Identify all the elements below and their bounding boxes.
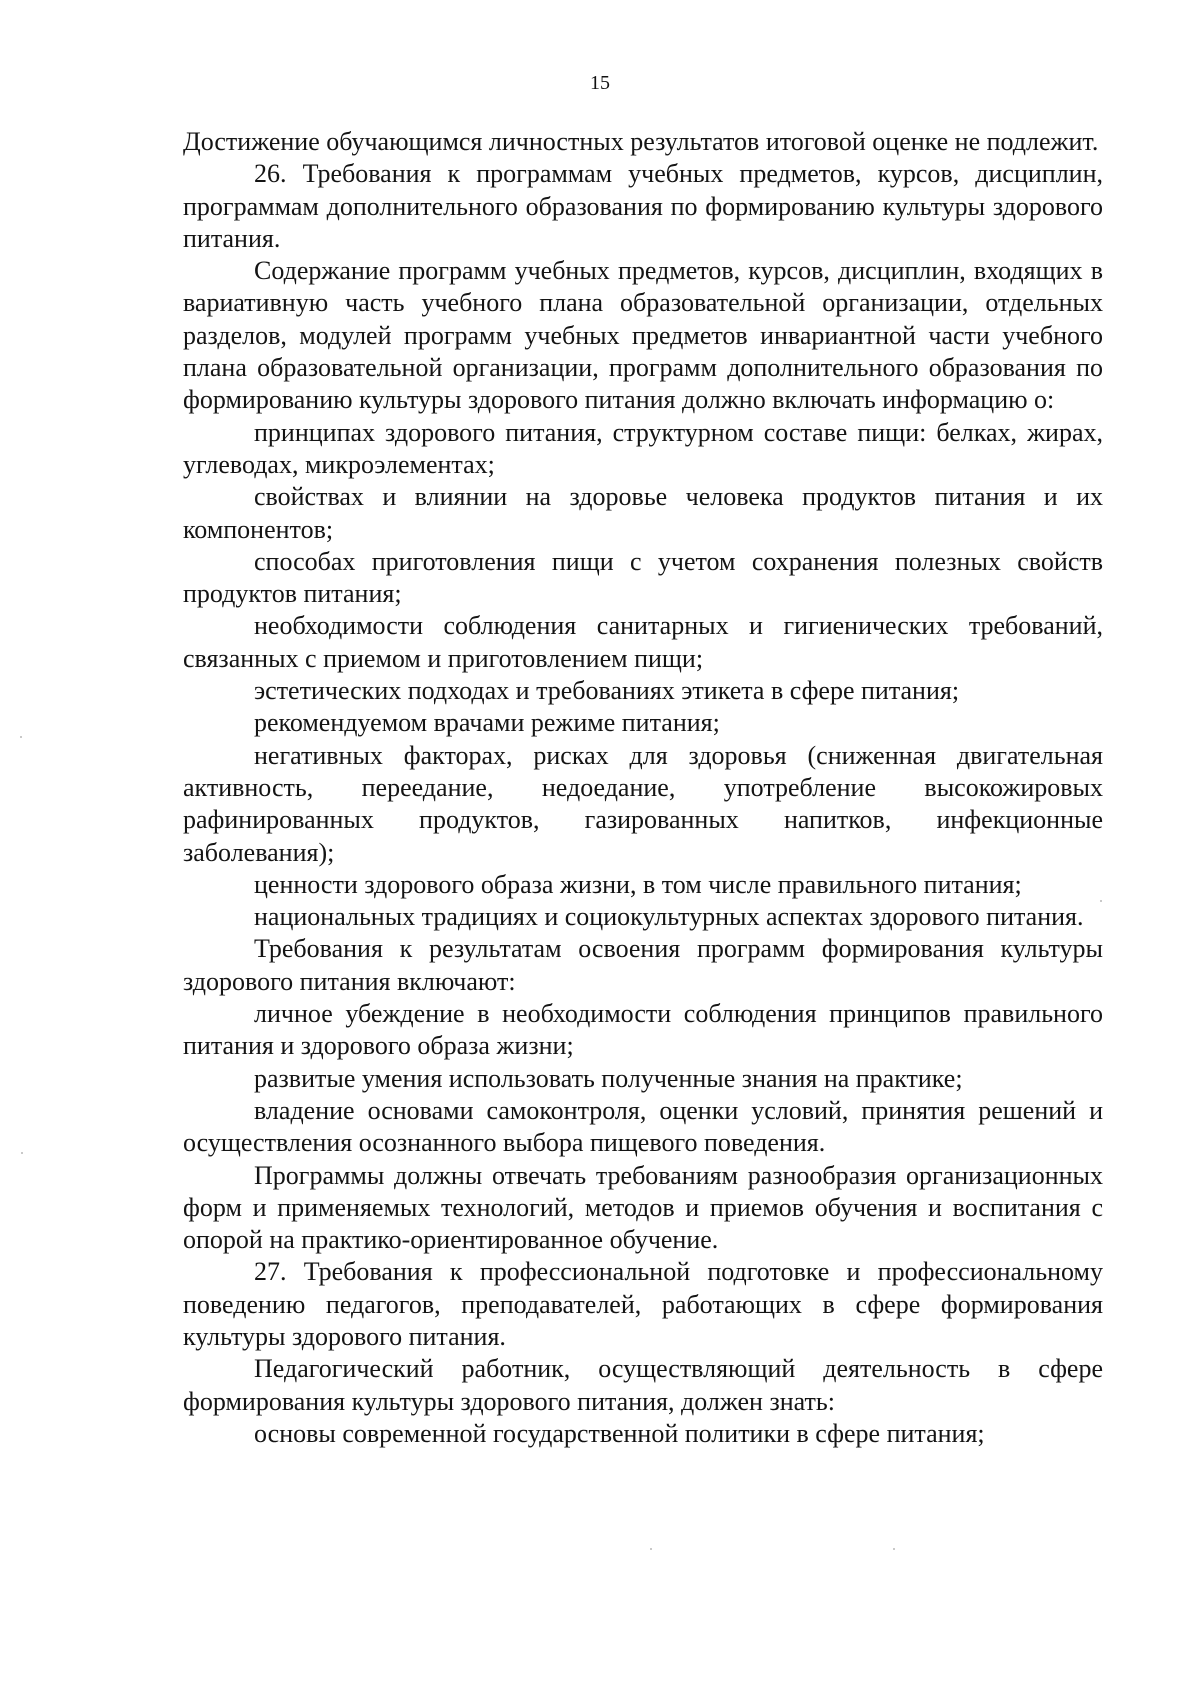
scan-speck	[1100, 900, 1102, 902]
section-heading-27: 27. Требования к профессиональной подготовке и профессиональному поведению педагогов, преподавателей, работающих в сфере формирования культуры здорового питания.	[183, 1257, 1103, 1351]
scan-speck	[20, 736, 22, 738]
section-heading-26: 26. Требования к программам учебных предметов, курсов, дисциплин, программам дополнительного образования по формированию культуры здорового питания.	[183, 159, 1103, 253]
scan-speck	[893, 1548, 895, 1550]
paragraph: Достижение обучающимся личностных результатов итоговой оценке не подлежит.	[183, 127, 1099, 156]
scan-speck	[21, 1152, 23, 1154]
document-body	[183, 126, 1103, 1450]
paragraph: Педагогический работник, осуществляющий деятельность в сфере формирования культуры здорового питания, должен знать:	[183, 1354, 1103, 1416]
list-item: рекомендуемом врачами режиме питания;	[254, 708, 720, 738]
paragraph: Требования к результатам освоения программ формирования культуры здорового питания включают:	[183, 934, 1103, 996]
list-item: основы современной государственной политики в сфере питания;	[254, 1418, 985, 1448]
page-number: 15	[590, 72, 610, 94]
list-item: способах приготовления пищи с учетом сохранения полезных свойств продуктов питания;	[183, 546, 1103, 609]
scan-speck	[650, 1548, 652, 1550]
paragraph: Программы должны отвечать требованиям разнообразия организационных форм и применяемых технологий, методов и приемов обучения и воспитания с опорой на практико-ориентированное обучение.	[183, 1160, 1103, 1255]
list-item: эстетических подходах и требованиях этикета в сфере питания;	[254, 676, 960, 706]
list-item: негативных факторах, рисках для здоровья (сниженная двигательная активность, переедание, недоедание, употребление высокожировых рафинированных продуктов, газированных напитков, инфекционные заболевания);	[183, 740, 1103, 867]
list-item: ценности здорового образа жизни, в том числе правильного питания;	[254, 869, 1022, 899]
list-item: личное убеждение в необходимости соблюдения принципов правильного питания и здорового образа жизни;	[183, 999, 1103, 1061]
list-item: национальных традициях и социокультурных аспектах здорового питания.	[254, 902, 1084, 932]
list-item: принципах здорового питания, структурном составе пищи: белках, жирах, углеводах, микроэлементах;	[183, 417, 1103, 479]
list-item: владение основами самоконтроля, оценки условий, принятия решений и осуществления осознанного выбора пищевого поведения.	[183, 1095, 1103, 1158]
list-item: свойствах и влиянии на здоровье человека продуктов питания и их компонентов;	[183, 482, 1103, 544]
list-item: развитые умения использовать полученные знания на практике;	[254, 1063, 963, 1093]
list-item: необходимости соблюдения санитарных и гигиенических требований, связанных с приемом и приготовлением пищи;	[183, 611, 1103, 673]
paragraph: Содержание программ учебных предметов, курсов, дисциплин, входящих в вариативную часть учебного плана образовательной организации, отдельных разделов, модулей программ учебных предметов инвариантной части учебного плана образовательной организации, программ дополнительного образования по формированию культуры здорового питания должно включать информацию о:	[183, 256, 1103, 415]
